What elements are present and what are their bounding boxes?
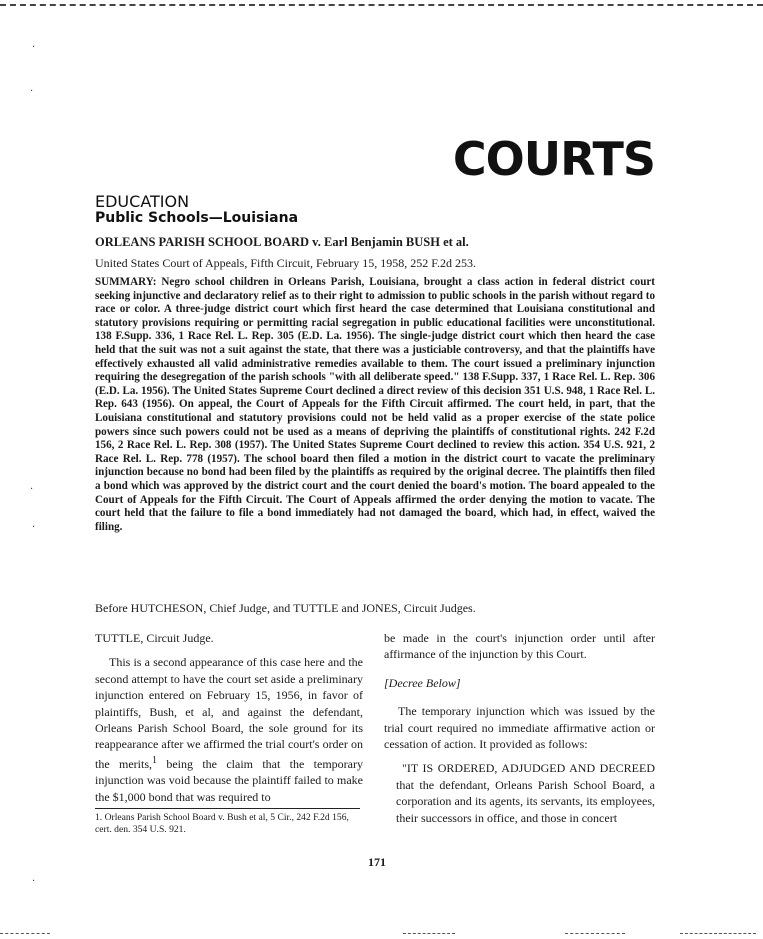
scan-speck: · bbox=[32, 876, 36, 887]
scan-border-bottom bbox=[565, 933, 625, 934]
footnote-number: 1. bbox=[95, 812, 103, 823]
scan-speck: · bbox=[30, 86, 34, 97]
opinion-paragraph: The temporary injunction which was issued by the trial court required no immediate affirmative action or cessation of action. It provided as follows: bbox=[384, 704, 655, 752]
case-title: ORLEANS PARISH SCHOOL BOARD v. Earl Benjamin BUSH et al. bbox=[95, 235, 469, 249]
page-heading: COURTS bbox=[452, 132, 655, 186]
left-column bbox=[95, 630, 363, 805]
scan-speck: · bbox=[32, 42, 36, 53]
case-summary: SUMMARY: Negro school children in Orleans Parish, Louisiana, brought a class action in federal district court seeking injunctive and declaratory relief as to their right to admission to public schools in the parish without regard to race or color. A three-judge district court which first heard the case determined that Louisiana constitutional and statutory provisions requiring or permitting racial segregation in public educational facilities were unconstitutional. 138 F.Supp. 336, 1 Race Rel. L. Rep. 305 (E.D. La. 1956). The single-judge district court which then heard the case held that the suit was not a suit against the state, that there was a justiciable controversy, and that the plaintiffs have effectively exhausted all valid administrative remedies available to them. The court issued a preliminary injunction requiring the desegregation of the parish schools "with all deliberate speed." 138 F.Supp. 337, 1 Race Rel. L. Rep. 306 (E.D. La. 1956). The United States Supreme Court declined a direct review of this decision 351 U.S. 948, 1 Race Rel. L. Rep. 643 (1956). On appeal, the Court of Appeals for the Fifth Circuit affirmed. The court held, in part, that the Louisiana constitutional and statutory provisions could not be held valid as a proper exercise of the state police powers since such powers could not be used as a means of depriving the plaintiffs of constitutional rights. 242 F.2d 156, 2 Race Rel. L. Rep. 308 (1957). The United States Supreme Court declined to review this action. 354 U.S. 921, 2 Race Rel. L. Rep. 778 (1957). The school board then filed a motion in the district court to vacate the preliminary injunction because no bond had been filed by the plaintiffs as required by the original decree. The plaintiffs then filed a bond which was approved by the district court and the court denied the board's motion. The board appealed to the Court of Appeals for the Fifth Circuit. The Court of Appeals affirmed the order denying the motion to vacate. The court held that the failure to file a bond immediately had not damaged the board, which had, in effect, waived the filing. bbox=[95, 276, 655, 533]
subsection-title: Public Schools—Louisiana bbox=[95, 210, 299, 226]
right-column bbox=[384, 630, 655, 826]
scan-border-bottom bbox=[403, 933, 455, 934]
scan-speck: · bbox=[30, 484, 34, 495]
footnote bbox=[95, 812, 363, 835]
scan-border-bottom bbox=[680, 933, 756, 934]
footnote-reference: 1 bbox=[152, 754, 157, 766]
opinion-paragraph bbox=[95, 654, 363, 805]
footnote-text: Orleans Parish School Board v. Bush et al, 5 Cir., 242 F.2d 156, cert. den. 354 U.S. 921. bbox=[95, 812, 349, 835]
scan-border-top bbox=[0, 4, 763, 6]
scan-border-bottom bbox=[0, 933, 50, 934]
section-title: EDUCATION bbox=[95, 192, 190, 211]
decree-quote: "IT IS ORDERED, ADJUDGED AND DECREED that the defendant, Orleans Parish School Board, a corporation and its agents, its servants, its employees, their successors in office, and those in concert bbox=[396, 761, 655, 825]
opinion-text-cont: being the claim that the temporary injunction was void because the plaintiff failed to make the $1,000 bond that was required to bbox=[95, 756, 363, 804]
judges-line: Before HUTCHESON, Chief Judge, and TUTTLE and JONES, Circuit Judges. bbox=[95, 601, 476, 615]
opinion-paragraph-cont: be made in the court's injunction order until after affirmance of the injunction by this Court. bbox=[384, 631, 655, 662]
court-citation: United States Court of Appeals, Fifth Circuit, February 15, 1958, 252 F.2d 253. bbox=[95, 256, 477, 270]
decree-heading: [Decree Below] bbox=[384, 675, 461, 690]
footnote-divider bbox=[95, 808, 360, 809]
opinion-text: This is a second appearance of this case here and the second attempt to have the court set aside a preliminary injunction entered on February 15, 1956, in favor of plaintiffs, Bush, et al, and against the defendant, Orleans Parish School Board, the sole ground for its reappearance after we affirmed the trial court's order on the merits, bbox=[95, 655, 363, 771]
scan-speck: · bbox=[32, 522, 36, 533]
page-number: 171 bbox=[368, 855, 386, 869]
opinion-author: TUTTLE, Circuit Judge. bbox=[95, 631, 214, 645]
